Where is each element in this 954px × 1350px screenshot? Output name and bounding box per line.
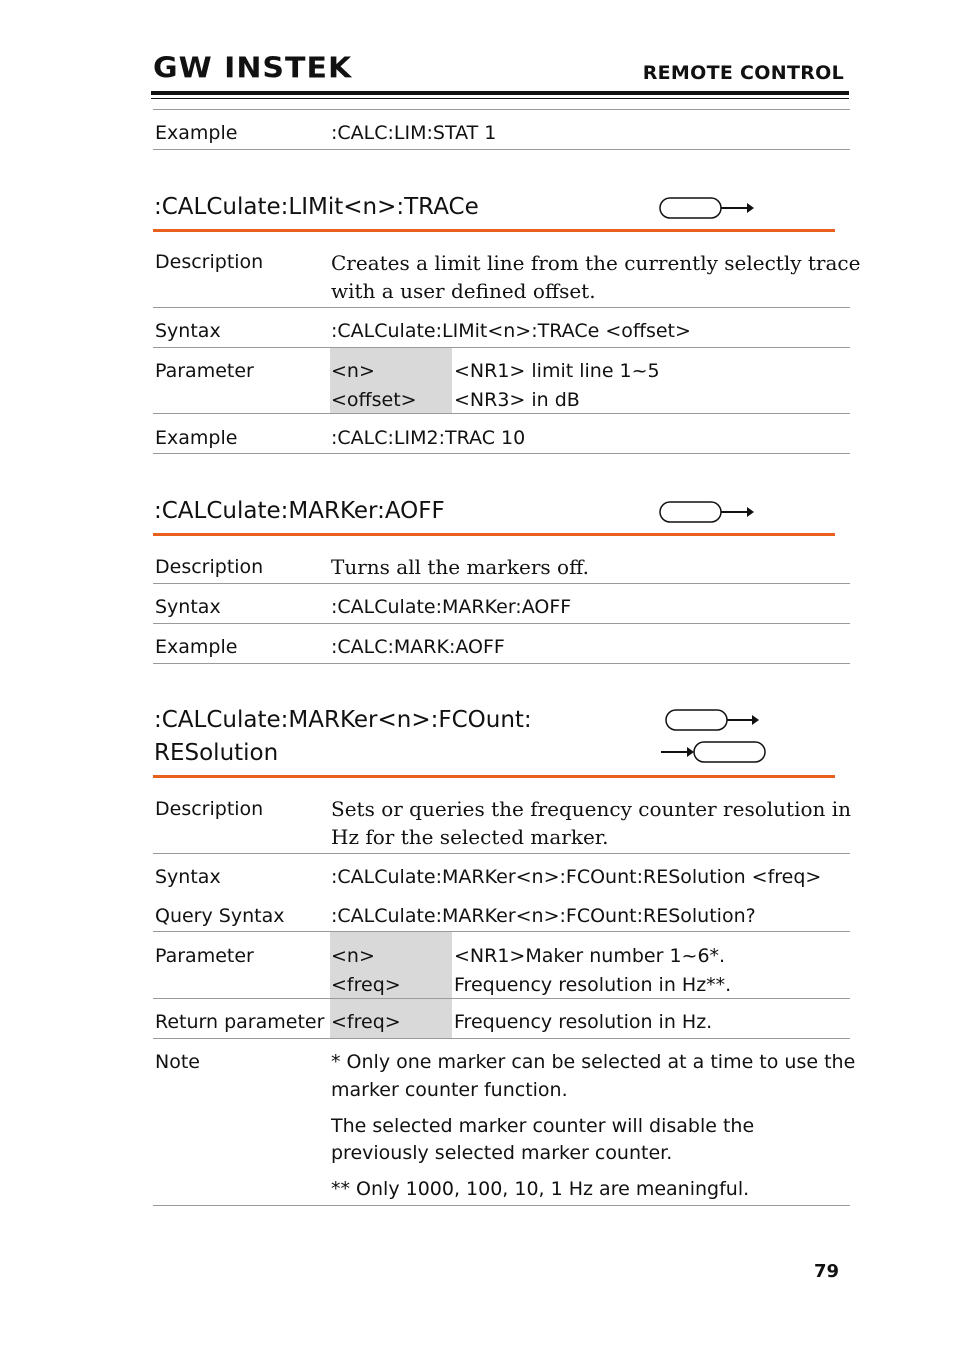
- parameter-label: Parameter: [155, 945, 254, 967]
- command-title: :CALCulate:LIMit<n>:TRACe: [154, 194, 479, 220]
- syntax-value: :CALCulate:MARKer<n>:FCOunt:RESolution <freq>: [331, 866, 822, 888]
- set-command-icon: [659, 197, 759, 221]
- note-text: * Only one marker can be selected at a time to use the: [331, 1051, 856, 1073]
- syntax-value: :CALCulate:LIMit<n>:TRACe <offset>: [331, 320, 691, 342]
- example-label: Example: [155, 636, 238, 658]
- return-parameter-desc: Frequency resolution in Hz.: [454, 1011, 713, 1033]
- return-parameter-name: <freq>: [331, 1011, 401, 1033]
- divider: [153, 931, 850, 932]
- page-number: 79: [814, 1261, 840, 1282]
- divider: [153, 663, 850, 664]
- parameter-desc: <NR1>Maker number 1~6*.: [454, 945, 726, 967]
- syntax-label: Syntax: [155, 596, 221, 618]
- query-syntax-value: :CALCulate:MARKer<n>:FCOunt:RESolution?: [331, 905, 756, 927]
- parameter-label: Parameter: [155, 360, 254, 382]
- description-text: Sets or queries the frequency counter resolution in: [331, 797, 852, 821]
- divider: [153, 1038, 850, 1039]
- description-text: with a user defined offset.: [331, 279, 596, 303]
- divider: [153, 347, 850, 348]
- brand-logo: GW INSTEK: [153, 51, 353, 86]
- example-value: :CALC:MARK:AOFF: [331, 636, 505, 658]
- divider: [153, 453, 850, 454]
- query-syntax-label: Query Syntax: [155, 905, 285, 927]
- parameter-name: <n>: [331, 360, 375, 382]
- description-text: Turns all the markers off.: [331, 555, 589, 579]
- example-label: Example: [155, 122, 238, 144]
- description-label: Description: [155, 556, 264, 578]
- note-text: previously selected marker counter.: [331, 1142, 673, 1164]
- note-text: marker counter function.: [331, 1079, 568, 1101]
- divider: [153, 1205, 850, 1206]
- return-parameter-label: Return parameter: [155, 1011, 325, 1033]
- divider: [153, 583, 850, 584]
- syntax-label: Syntax: [155, 866, 221, 888]
- header-rule-thin: [151, 98, 849, 99]
- title-underline: [153, 775, 835, 778]
- divider: [153, 998, 850, 999]
- parameter-desc: Frequency resolution in Hz**.: [454, 974, 732, 996]
- divider: [153, 109, 850, 110]
- set-command-icon: [659, 501, 759, 525]
- example-value: :CALC:LIM:STAT 1: [331, 122, 497, 144]
- title-underline: [153, 533, 835, 536]
- parameter-name: <n>: [331, 945, 375, 967]
- syntax-label: Syntax: [155, 320, 221, 342]
- syntax-value: :CALCulate:MARKer:AOFF: [331, 596, 572, 618]
- command-title: :CALCulate:MARKer:AOFF: [154, 498, 445, 524]
- query-command-icon: [660, 741, 770, 765]
- divider: [153, 307, 850, 308]
- note-text: ** Only 1000, 100, 10, 1 Hz are meaningful.: [331, 1178, 750, 1200]
- command-title: :CALCulate:MARKer<n>:FCOunt:: [154, 707, 532, 733]
- note-label: Note: [155, 1051, 200, 1073]
- parameter-name: <freq>: [331, 974, 401, 996]
- example-value: :CALC:LIM2:TRAC 10: [331, 427, 526, 449]
- description-text: Creates a limit line from the currently selectly trace: [331, 251, 861, 275]
- note-text: The selected marker counter will disable the: [331, 1115, 755, 1137]
- command-title: RESolution: [154, 740, 279, 766]
- parameter-desc: <NR3> in dB: [454, 389, 580, 411]
- divider: [153, 149, 850, 150]
- example-label: Example: [155, 427, 238, 449]
- divider: [153, 623, 850, 624]
- divider: [153, 413, 850, 414]
- section-title: REMOTE CONTROL: [642, 62, 844, 84]
- header-rule: [151, 91, 849, 95]
- description-label: Description: [155, 798, 264, 820]
- set-command-icon: [665, 709, 765, 733]
- parameter-name: <offset>: [331, 389, 417, 411]
- divider: [153, 853, 850, 854]
- title-underline: [153, 229, 835, 232]
- description-label: Description: [155, 251, 264, 273]
- parameter-desc: <NR1> limit line 1~5: [454, 360, 660, 382]
- description-text: Hz for the selected marker.: [331, 825, 609, 849]
